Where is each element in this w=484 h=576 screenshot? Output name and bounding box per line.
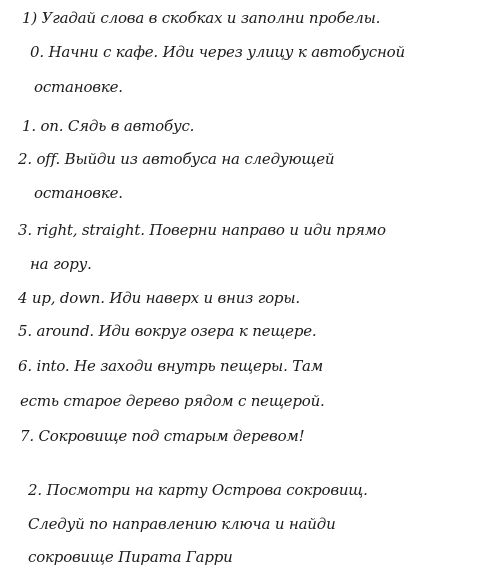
item-0-line-1: 0. Начни с кафе. Иди через улицу к автобусной (30, 43, 405, 61)
item-7: 7. Сокровище под старым деревом! (20, 427, 305, 445)
item-6-line-2: есть старое дерево рядом с пещерой. (20, 392, 325, 410)
item-5: 5. around. Иди вокруг озера к пещере. (18, 322, 317, 340)
item-6-line-1: 6. into. Не заходи внутрь пещеры. Там (18, 357, 323, 375)
task-2-line-2: Следуй по направлению ключа и найди (28, 515, 336, 533)
item-3-line-2: на гору. (30, 255, 92, 273)
item-0-line-2: остановке. (34, 78, 123, 96)
item-1: 1. on. Сядь в автобус. (22, 117, 195, 135)
item-2-line-1: 2. off. Выйди из автобуса на следующей (18, 150, 335, 168)
item-3-line-1: 3. right, straight. Поверни направо и иди прямо (18, 221, 386, 239)
item-4: 4 up, down. Иди наверх и вниз горы. (18, 289, 300, 307)
task-2-line-1: 2. Посмотри на карту Острова сокровищ. (28, 481, 368, 499)
task-2-line-3: сокровище Пирата Гарри (28, 548, 233, 566)
item-2-line-2: остановке. (34, 184, 123, 202)
task-1-heading: 1) Угадай слова в скобках и заполни пробелы. (22, 9, 381, 27)
